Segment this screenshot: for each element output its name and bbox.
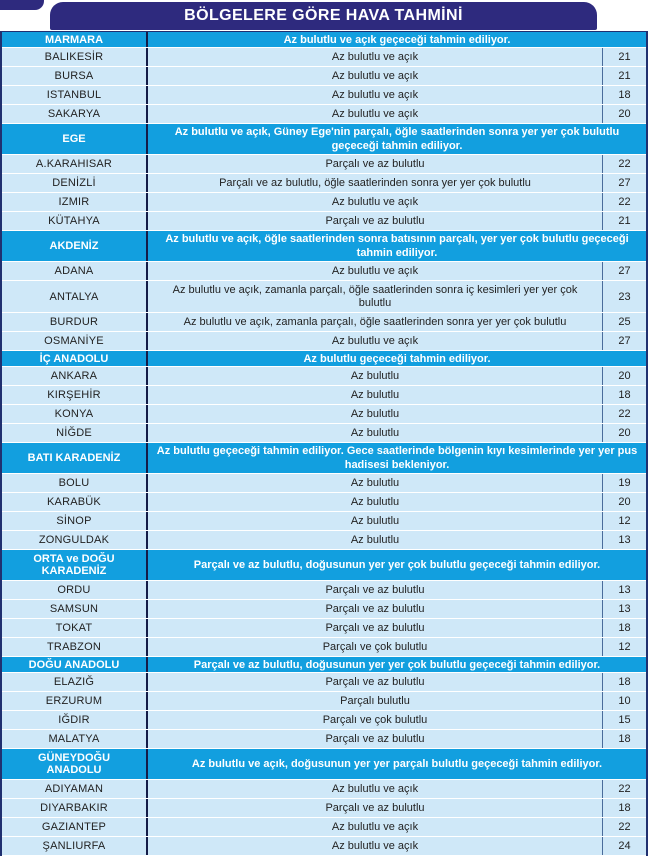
city-name: BALIKESİR xyxy=(2,48,148,66)
city-row xyxy=(2,730,646,749)
region-name: BATI KARADENİZ xyxy=(2,443,148,473)
city-forecast: Parçalı bulutlu xyxy=(340,694,410,707)
city-temperature: 21 xyxy=(602,212,646,230)
region-name: DOĞU ANADOLU xyxy=(2,657,148,672)
city-temperature: 25 xyxy=(602,313,646,331)
city-row xyxy=(2,332,646,351)
city-row xyxy=(2,638,646,657)
city-name: SİNOP xyxy=(2,512,148,530)
city-temperature: 22 xyxy=(602,818,646,836)
city-temperature: 20 xyxy=(602,424,646,442)
region-header-row xyxy=(2,124,646,155)
city-forecast: Az bulutlu ve açık xyxy=(331,820,419,833)
city-name: SAKARYA xyxy=(2,105,148,123)
city-temperature: 13 xyxy=(602,531,646,549)
city-temperature: 10 xyxy=(602,692,646,710)
city-forecast: Parçalı ve az bulutlu xyxy=(325,583,425,596)
city-name: MALATYA xyxy=(2,730,148,748)
city-temperature: 27 xyxy=(602,332,646,350)
city-row xyxy=(2,818,646,837)
city-row xyxy=(2,474,646,493)
city-name: BURDUR xyxy=(2,313,148,331)
city-forecast: Az bulutlu ve açık xyxy=(331,88,419,101)
region-name: İÇ ANADOLU xyxy=(2,351,148,366)
region-name: MARMARA xyxy=(2,32,148,47)
city-row xyxy=(2,262,646,281)
city-name: IĞDIR xyxy=(2,711,148,729)
city-forecast: Parçalı ve az bulutlu xyxy=(325,214,425,227)
city-forecast: Parçalı ve az bulutlu xyxy=(325,602,425,615)
region-header-row xyxy=(2,32,646,48)
city-temperature: 20 xyxy=(602,493,646,511)
city-row xyxy=(2,193,646,212)
region-header-row xyxy=(2,231,646,262)
city-temperature: 18 xyxy=(602,619,646,637)
forecast-table xyxy=(0,31,648,856)
corner-fragment xyxy=(0,0,44,10)
city-name: ZONGULDAK xyxy=(2,531,148,549)
city-row xyxy=(2,711,646,730)
city-name: ADANA xyxy=(2,262,148,280)
region-name: ORTA ve DOĞU KARADENİZ xyxy=(2,550,148,580)
city-row xyxy=(2,692,646,711)
city-temperature: 20 xyxy=(602,105,646,123)
city-name: A.KARAHISAR xyxy=(2,155,148,173)
city-name: TOKAT xyxy=(2,619,148,637)
city-name: ŞANLIURFA xyxy=(2,837,148,855)
city-row xyxy=(2,105,646,124)
city-temperature: 13 xyxy=(602,600,646,618)
city-forecast: Az bulutlu xyxy=(350,495,400,508)
city-forecast: Parçalı ve çok bulutlu xyxy=(322,713,428,726)
city-name: OSMANİYE xyxy=(2,332,148,350)
city-row xyxy=(2,837,646,856)
city-forecast: Az bulutlu ve açık, zamanla parçalı, öğle saatlerinden sonra yer yer çok bulutlu xyxy=(183,315,567,328)
city-temperature: 21 xyxy=(602,48,646,66)
city-temperature: 19 xyxy=(602,474,646,492)
city-forecast: Az bulutlu ve açık xyxy=(331,839,419,852)
region-forecast: Az bulutlu geçeceği tahmin ediliyor. xyxy=(303,352,491,365)
page-title: BÖLGELERE GÖRE HAVA TAHMİNİ xyxy=(184,7,463,24)
region-forecast: Parçalı ve az bulutlu, doğusunun yer yer çok bulutlu geçeceği tahmin ediliyor. xyxy=(193,559,601,571)
region-name: GÜNEYDOĞU ANADOLU xyxy=(2,749,148,779)
city-temperature: 22 xyxy=(602,193,646,211)
region-header-row xyxy=(2,749,646,780)
city-temperature: 20 xyxy=(602,367,646,385)
city-temperature: 24 xyxy=(602,837,646,855)
city-row xyxy=(2,673,646,692)
city-row xyxy=(2,799,646,818)
city-row xyxy=(2,281,646,313)
region-header-row xyxy=(2,550,646,581)
city-row xyxy=(2,386,646,405)
region-name: EGE xyxy=(2,124,148,154)
city-name: IZMIR xyxy=(2,193,148,211)
city-name: SAMSUN xyxy=(2,600,148,618)
city-row xyxy=(2,174,646,193)
title-bar xyxy=(50,2,597,30)
city-row xyxy=(2,313,646,332)
city-name: DIYARBAKIR xyxy=(2,799,148,817)
city-name: KONYA xyxy=(2,405,148,423)
region-forecast: Az bulutlu ve açık, Güney Ege'nin parçalı, öğle saatlerinden sonra yer yer çok bulutlu geçeceği tahmin ediliyor. xyxy=(174,126,620,152)
city-row xyxy=(2,600,646,619)
region-header-row xyxy=(2,443,646,474)
city-forecast: Az bulutlu ve açık xyxy=(331,107,419,120)
city-forecast: Az bulutlu xyxy=(350,476,400,489)
city-forecast: Parçalı ve az bulutlu, öğle saatlerinden sonra yer yer çok bulutlu xyxy=(219,176,531,189)
city-row xyxy=(2,405,646,424)
city-name: KÜTAHYA xyxy=(2,212,148,230)
region-header-row xyxy=(2,657,646,673)
city-forecast: Az bulutlu xyxy=(350,388,400,401)
city-forecast: Parçalı ve çok bulutlu xyxy=(322,640,428,653)
city-row xyxy=(2,780,646,799)
city-temperature: 13 xyxy=(602,581,646,599)
city-row xyxy=(2,424,646,443)
city-temperature: 22 xyxy=(602,405,646,423)
city-temperature: 27 xyxy=(602,174,646,192)
city-row xyxy=(2,48,646,67)
city-row xyxy=(2,531,646,550)
city-temperature: 18 xyxy=(602,86,646,104)
region-forecast: Az bulutlu ve açık, öğle saatlerinden sonra batısının parçalı, yer yer çok bulutlu geçeceği tahmin ediliyor. xyxy=(165,233,629,259)
city-temperature: 18 xyxy=(602,673,646,691)
city-temperature: 15 xyxy=(602,711,646,729)
city-forecast: Parçalı ve az bulutlu xyxy=(325,621,425,634)
city-row xyxy=(2,86,646,105)
city-name: NİĞDE xyxy=(2,424,148,442)
region-forecast: Parçalı ve az bulutlu, doğusunun yer yer çok bulutlu geçeceği tahmin ediliyor. xyxy=(193,658,601,671)
city-row xyxy=(2,512,646,531)
city-name: ORDU xyxy=(2,581,148,599)
city-row xyxy=(2,155,646,174)
region-forecast: Az bulutlu ve açık geçeceği tahmin ediliyor. xyxy=(283,33,511,46)
city-temperature: 12 xyxy=(602,638,646,656)
city-forecast: Az bulutlu xyxy=(350,533,400,546)
city-row xyxy=(2,212,646,231)
city-name: ADIYAMAN xyxy=(2,780,148,798)
city-row xyxy=(2,493,646,512)
city-temperature: 18 xyxy=(602,386,646,404)
city-forecast: Az bulutlu ve açık, zamanla parçalı, öğle saatlerinden sonra iç kesimleri yer yer çok bulutlu xyxy=(172,283,578,309)
city-name: ISTANBUL xyxy=(2,86,148,104)
city-forecast: Az bulutlu ve açık xyxy=(331,50,419,63)
city-row xyxy=(2,619,646,638)
city-name: KIRŞEHİR xyxy=(2,386,148,404)
city-forecast: Az bulutlu ve açık xyxy=(331,334,419,347)
city-forecast: Parçalı ve az bulutlu xyxy=(325,732,425,745)
city-forecast: Az bulutlu xyxy=(350,369,400,382)
city-name: BOLU xyxy=(2,474,148,492)
city-row xyxy=(2,581,646,600)
city-forecast: Az bulutlu xyxy=(350,514,400,527)
region-forecast: Az bulutlu ve açık, doğusunun yer yer parçalı bulutlu geçeceği tahmin ediliyor. xyxy=(191,758,603,770)
city-temperature: 23 xyxy=(602,281,646,312)
city-temperature: 21 xyxy=(602,67,646,85)
city-forecast: Az bulutlu ve açık xyxy=(331,69,419,82)
city-temperature: 27 xyxy=(602,262,646,280)
city-name: DENİZLİ xyxy=(2,174,148,192)
city-temperature: 18 xyxy=(602,799,646,817)
city-name: TRABZON xyxy=(2,638,148,656)
city-forecast: Az bulutlu xyxy=(350,407,400,420)
city-row xyxy=(2,67,646,86)
city-forecast: Az bulutlu xyxy=(350,426,400,439)
region-name: AKDENİZ xyxy=(2,231,148,261)
city-temperature: 18 xyxy=(602,730,646,748)
city-temperature: 22 xyxy=(602,780,646,798)
region-header-row xyxy=(2,351,646,367)
city-forecast: Az bulutlu ve açık xyxy=(331,195,419,208)
city-forecast: Az bulutlu ve açık xyxy=(331,264,419,277)
city-name: ERZURUM xyxy=(2,692,148,710)
city-name: BURSA xyxy=(2,67,148,85)
city-name: GAZIANTEP xyxy=(2,818,148,836)
city-name: ANKARA xyxy=(2,367,148,385)
city-temperature: 12 xyxy=(602,512,646,530)
city-temperature: 22 xyxy=(602,155,646,173)
city-forecast: Az bulutlu ve açık xyxy=(331,782,419,795)
city-forecast: Parçalı ve az bulutlu xyxy=(325,801,425,814)
city-forecast: Parçalı ve az bulutlu xyxy=(325,157,425,170)
region-forecast: Az bulutlu geçeceği tahmin ediliyor. Gece saatlerinde bölgenin kıyı kesimlerinde yer yer pus hadisesi bekleniyor. xyxy=(156,445,638,471)
city-row xyxy=(2,367,646,386)
city-name: KARABÜK xyxy=(2,493,148,511)
city-forecast: Parçalı ve az bulutlu xyxy=(325,675,425,688)
city-name: ANTALYA xyxy=(2,281,148,312)
city-name: ELAZIĞ xyxy=(2,673,148,691)
